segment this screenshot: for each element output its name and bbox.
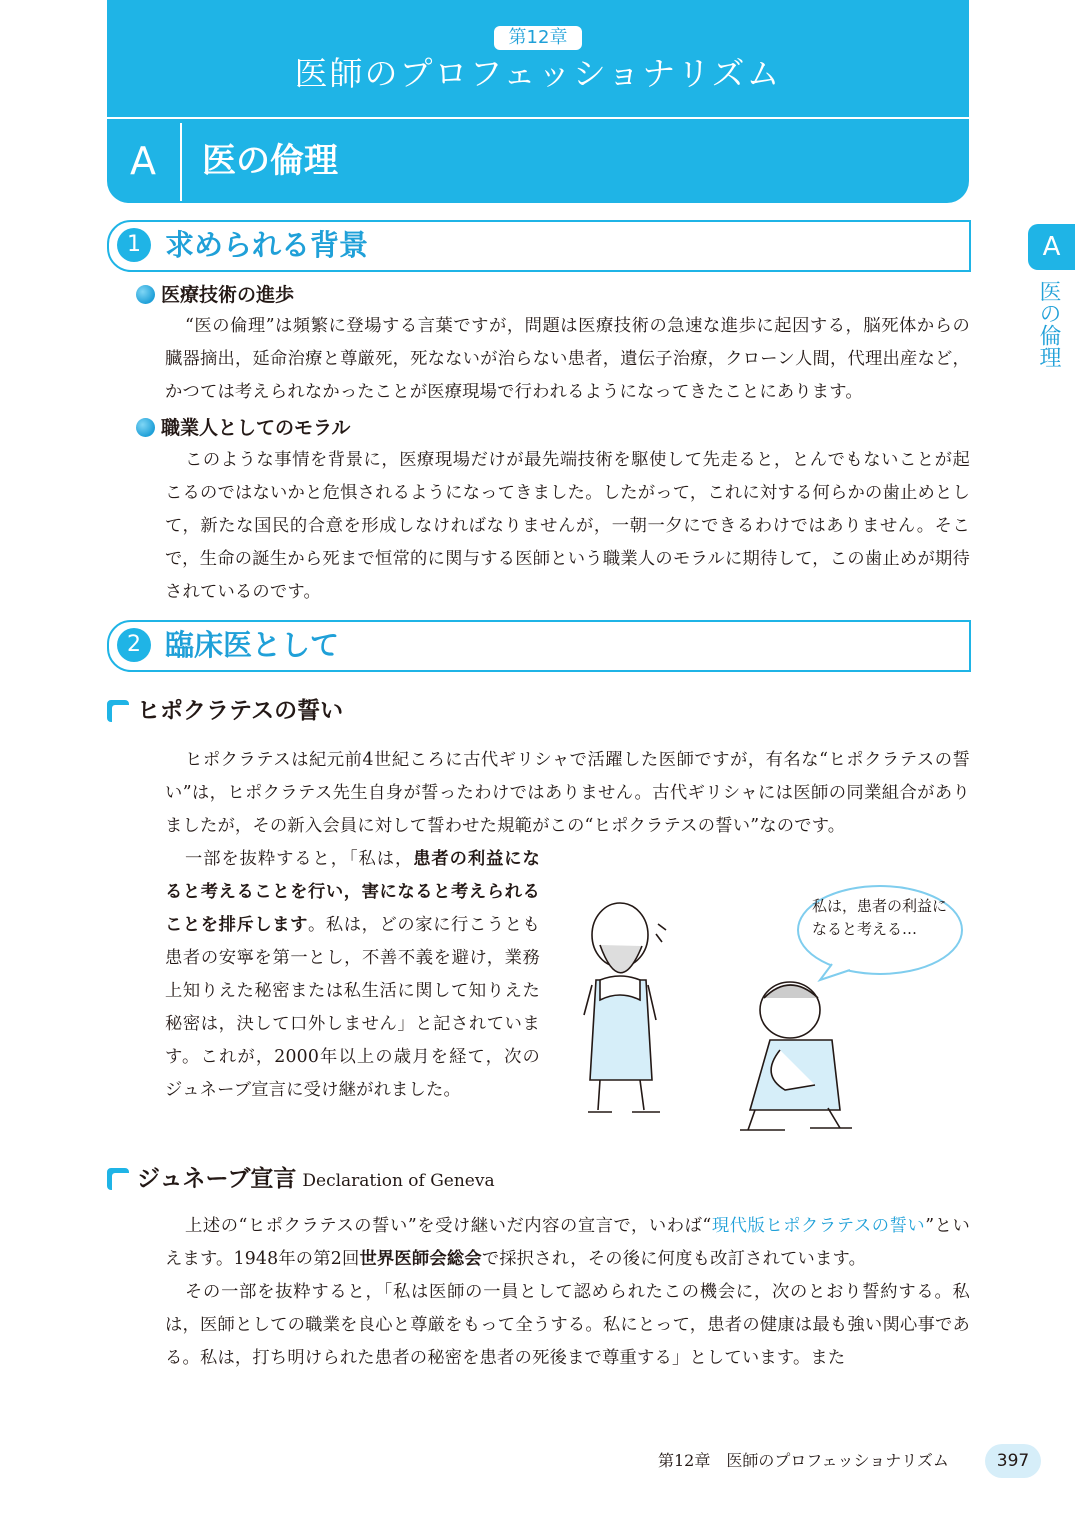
header-divider bbox=[107, 117, 969, 119]
footer-running-title: 第12章 医師のプロフェッショナリズム bbox=[658, 1451, 949, 1470]
subheading bbox=[136, 282, 294, 308]
section-heading-text: 臨床医として bbox=[165, 628, 340, 662]
text-run: で採択され，その後に何度も改訂されています。 bbox=[481, 1249, 867, 1269]
paragraph: “医の倫理”は頻繁に登場する言葉ですが，問題は医療技術の急速な進歩に起因する，脳死体からの臓器摘出，延命治療と尊厳死，死なないが治らない患者，遺伝子治療，クローン人間，代理出産など，かつては考えられなかったことが医療現場で行われるようになってきたことにあります。 bbox=[165, 316, 970, 402]
bullet-icon bbox=[136, 418, 155, 437]
section-letter: A bbox=[130, 139, 156, 183]
section-number: 2 bbox=[117, 628, 151, 662]
section-number: 1 bbox=[117, 228, 151, 262]
square-bullet-icon bbox=[107, 700, 129, 722]
section-heading-text: 求められる背景 bbox=[165, 228, 369, 262]
subheading-text: ヒポクラテスの誓い bbox=[137, 698, 344, 724]
section-title: 医の倫理 bbox=[202, 141, 338, 181]
quote-emphasis: 患者の利益になると考えることを行い，害になると考えられることを排斥します bbox=[165, 849, 540, 935]
subheading-geneva bbox=[107, 1164, 495, 1196]
chapter-title: 医師のプロフェッショナリズム bbox=[294, 54, 782, 93]
student-figure bbox=[740, 982, 852, 1130]
side-tab: A bbox=[1028, 224, 1075, 270]
section-divider bbox=[180, 123, 182, 201]
text-run: 上述の“ヒポクラテスの誓い”を受け継いだ内容の宣言で，いわば“ bbox=[185, 1216, 712, 1236]
subheading-english: Declaration of Geneva bbox=[302, 1171, 495, 1191]
side-tab-label: 医の倫理 bbox=[1036, 280, 1061, 368]
quote-lead: 一部を抜粋すると，「私は， bbox=[185, 849, 414, 869]
paragraph: ヒポクラテスは紀元前4世紀ころに古代ギリシャで活躍した医師ですが，有名な“ヒポクラテスの誓い”は，ヒポクラテス先生自身が誓ったわけではありません。古代ギリシャには医師の同業組合がありましたが，その新入会員に対して誓わせた規範がこの“ヒポクラテスの誓い”なのです。 bbox=[165, 750, 970, 836]
quote-rest: 。私は，どの家に行こうとも患者の安寧を第一とし，不善不義を避け，業務上知りえた秘密または私生活に関して知りえた秘密は，決して口外しません」と記されています。これが，2000年以上の歳月を経て，次のジュネーブ宣言に受け継がれました。 bbox=[165, 915, 540, 1100]
text-run: ”といえます。1948年の第2回 bbox=[165, 1216, 970, 1269]
subheading-hippocrates bbox=[107, 696, 343, 726]
square-bullet-icon bbox=[107, 1168, 129, 1190]
subheading-text: 医療技術の進歩 bbox=[161, 284, 295, 306]
paragraph: その一部を抜粋すると，「私は医師の一員として認められたこの機会に，次のとおり誓約する。私は，医師としての職業を良心と尊厳をもって全うする。私にとって，患者の健康は最も強い関心事である。私は，打ち明けられた患者の秘密を患者の死後まで尊重する」としています。また bbox=[165, 1282, 970, 1368]
accent-text: 現代版ヒポクラテスの誓い bbox=[711, 1216, 926, 1236]
bullet-icon bbox=[136, 285, 155, 304]
paragraph bbox=[165, 1210, 970, 1276]
section-heading-2 bbox=[107, 620, 971, 672]
subheading bbox=[136, 415, 350, 441]
subheading-text: 職業人としてのモラル bbox=[161, 417, 351, 439]
paragraph: このような事情を背景に，医療現場だけが最先端技術を駆使して先走ると，とんでもないことが起こるのではないかと危惧されるようになってきました。したがって，これに対する何らかの歯止めとして，新たな国民的合意を形成しなければなりませんが，一朝一夕にできるわけではありません。そこで，生命の誕生から死まで恒常的に関与する医師という職業人のモラルに期待して，この歯止めが期待されているのです。 bbox=[165, 450, 970, 602]
speech-bubble-text: 私は，患者の利益になると考える… bbox=[812, 897, 948, 938]
hippocrates-figure bbox=[584, 903, 666, 1112]
subheading-text: ジュネーブ宣言 bbox=[137, 1166, 297, 1192]
page-number: 397 bbox=[985, 1444, 1041, 1478]
chapter-badge: 第12章 bbox=[494, 26, 582, 50]
quote-paragraph bbox=[165, 843, 540, 1107]
bold-text: 世界医師会総会 bbox=[359, 1249, 482, 1269]
section-heading-1 bbox=[107, 220, 971, 272]
